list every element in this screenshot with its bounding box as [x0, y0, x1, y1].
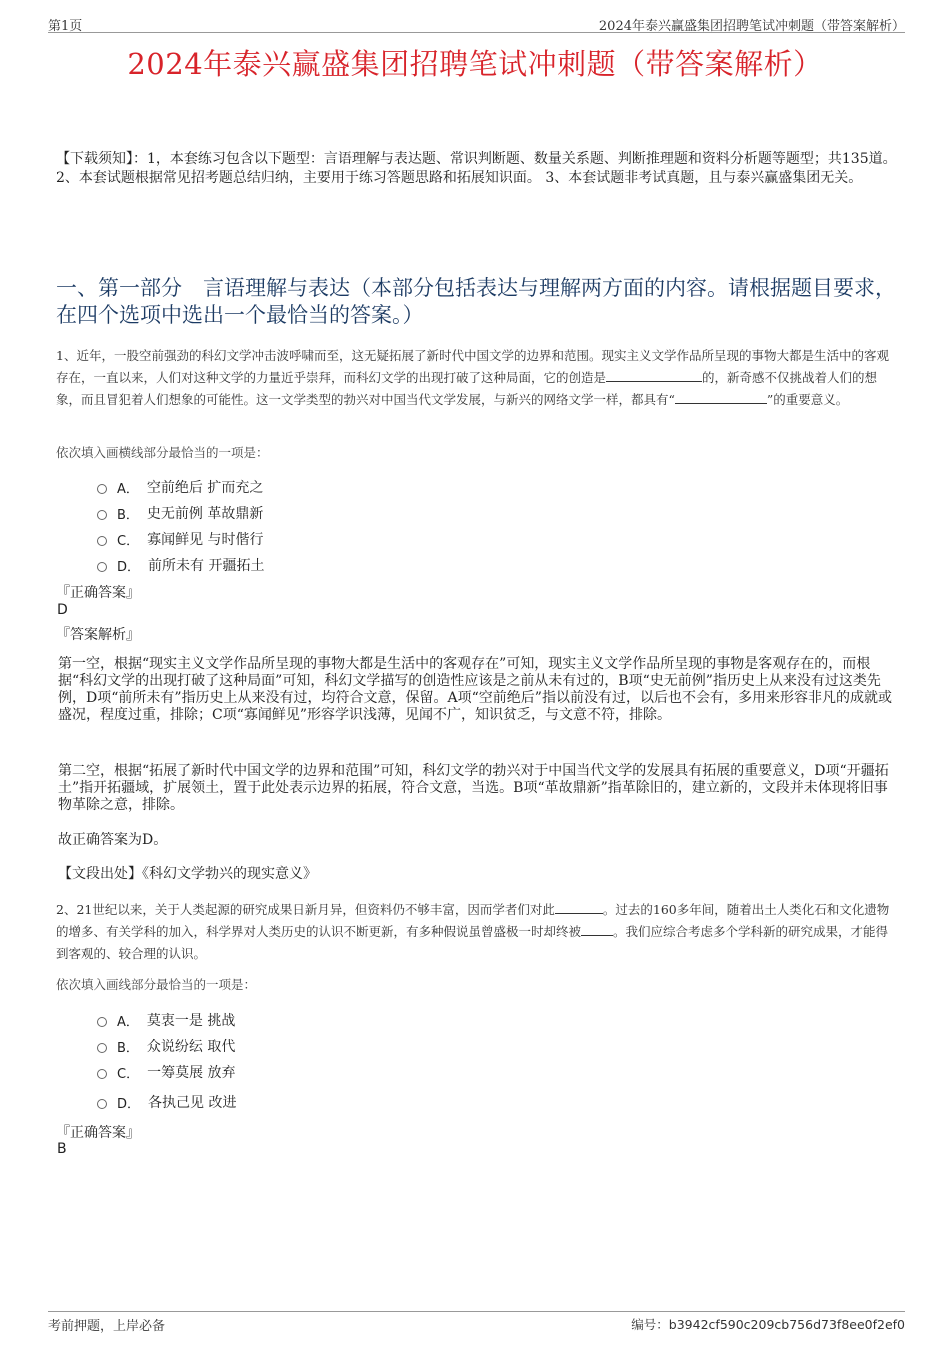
answer-label: 『正确答案』 [56, 1125, 140, 1141]
option-a[interactable]: A． 莫衷一是 挑战 [97, 1007, 236, 1033]
radio-icon[interactable] [97, 510, 107, 520]
option-d[interactable]: D． 各执己见 改进 [97, 1089, 236, 1115]
fill-blank [675, 391, 767, 404]
option-a[interactable]: A． 空前绝后 扩而充之 [97, 474, 264, 500]
fill-blank [555, 901, 603, 914]
page-header [48, 12, 905, 33]
radio-icon[interactable] [97, 1017, 107, 1027]
page-title: 2024年泰兴赢盛集团招聘笔试冲刺题（带答案解析） [127, 47, 823, 81]
answer-label: 『正确答案』 [56, 585, 140, 601]
radio-icon[interactable] [97, 1069, 107, 1079]
answer-value: D [57, 602, 68, 618]
question-2-text: 2、21世纪以来，关于人类起源的研究成果日新月异，但资料仍不够丰富，因而学者们对此 。过去的160多年间，随着出土人类化石和文化遗物的增多、有关学科的加入，科学界对人类历史的认识不断更新，有多种假说虽曾盛极一时却终被 。我们应综合考虑多个学科新的研究成果，才能得到客观的、较合理的认识。 [56, 902, 890, 961]
question-2-prompt: 依次填入画线部分最恰当的一项是： [56, 977, 257, 992]
analysis-paragraph-1: 第一空，根据“现实主义文学作品所呈现的事物大都是生活中的客观存在”可知，现实主义文学作品所呈现的事物是客观存在的，而根据“科幻文学的出现打破了这种局面”可知，科幻文学描写的创造性应该是之前从未有过的，B项“史无前例”指历史上从来没有过这类先例，D项“前所未有”指历史上从来没有过，均符合文意，保留。A项“空前绝后”指以前没有过，以后也不会有，多用来形容非凡的成就或盛况，程度过重，排除；C项“寡闻鲜见”形容学识浅薄，见闻不广，知识贫乏，与文意不符，排除。 [58, 656, 892, 723]
footer-slogan: 考前押题，上岸必备 [48, 1319, 166, 1334]
radio-icon[interactable] [97, 1099, 107, 1109]
option-b[interactable]: B． 史无前例 革故鼎新 [97, 500, 264, 526]
page-footer [48, 1311, 905, 1334]
source-citation: 【文段出处】《科幻文学勃兴的现实意义》 [58, 866, 317, 882]
header-doc-title: 2024年泰兴赢盛集团招聘笔试冲刺题（带答案解析） [598, 19, 905, 34]
page-number: 第1页 [48, 19, 83, 34]
question-2-options [97, 1007, 236, 1115]
radio-icon[interactable] [97, 562, 107, 572]
download-notice: 【下载须知】：1，本套练习包含以下题型：言语理解与表达题、常识判断题、数量关系题、判断推理题和资料分析题等题型；共135道。 2、本套试题根据常见招考题总结归纳，主要用于练习答题思路和拓展知识面。 3、本套试题非考试真题，且与泰兴赢盛集团无关。 [56, 151, 897, 186]
analysis-label: 『答案解析』 [56, 627, 140, 643]
question-1-options [97, 474, 264, 578]
option-b[interactable]: B． 众说纷纭 取代 [97, 1033, 236, 1059]
radio-icon[interactable] [97, 1043, 107, 1053]
fill-blank [606, 369, 702, 382]
option-d[interactable]: D． 前所未有 开疆拓土 [97, 552, 264, 578]
analysis-paragraph-2: 第二空，根据“拓展了新时代中国文学的边界和范围”可知，科幻文学的勃兴对于中国当代文学的发展具有拓展的重要意义，D项“开疆拓土”指开拓疆域，扩展领土，置于此处表示边界的拓展，符合文意，当选。B项“革故鼎新”指革除旧的，建立新的，文段并未体现将旧事物革除之意，排除。 [58, 763, 889, 813]
analysis-conclusion: 故正确答案为D。 [58, 832, 168, 848]
document-code: 编号：b3942cf590c209cb756d73f8ee0f2ef0 [631, 1317, 905, 1332]
fill-blank [581, 923, 613, 936]
question-1-prompt: 依次填入画横线部分最恰当的一项是： [56, 445, 269, 460]
radio-icon[interactable] [97, 536, 107, 546]
section-heading: 一、第一部分 言语理解与表达（本部分包括表达与理解两方面的内容。请根据题目要求，在四个选项中选出一个最恰当的答案。） [56, 276, 896, 327]
answer-value: B [57, 1141, 67, 1157]
option-c[interactable]: C． 一筹莫展 放弃 [97, 1059, 236, 1085]
radio-icon[interactable] [97, 484, 107, 494]
option-c[interactable]: C． 寡闻鲜见 与时偕行 [97, 526, 264, 552]
question-1-text: 1、近年，一股空前强劲的科幻文学冲击波呼啸而至，这无疑拓展了新时代中国文学的边界和范围。现实主义文学作品所呈现的事物大都是生活中的客观存在，一直以来，人们对这种文学的力量近乎崇拜，而科幻文学的出现打破了这种局面，它的创造是 的，新奇感不仅挑战着人们的想象，而且冒犯着人们想象的可能性。这一文学类型的勃兴对中国当代文学发展，与新兴的网络文学一样，都具有“ ”的重要意义。 [56, 348, 889, 407]
